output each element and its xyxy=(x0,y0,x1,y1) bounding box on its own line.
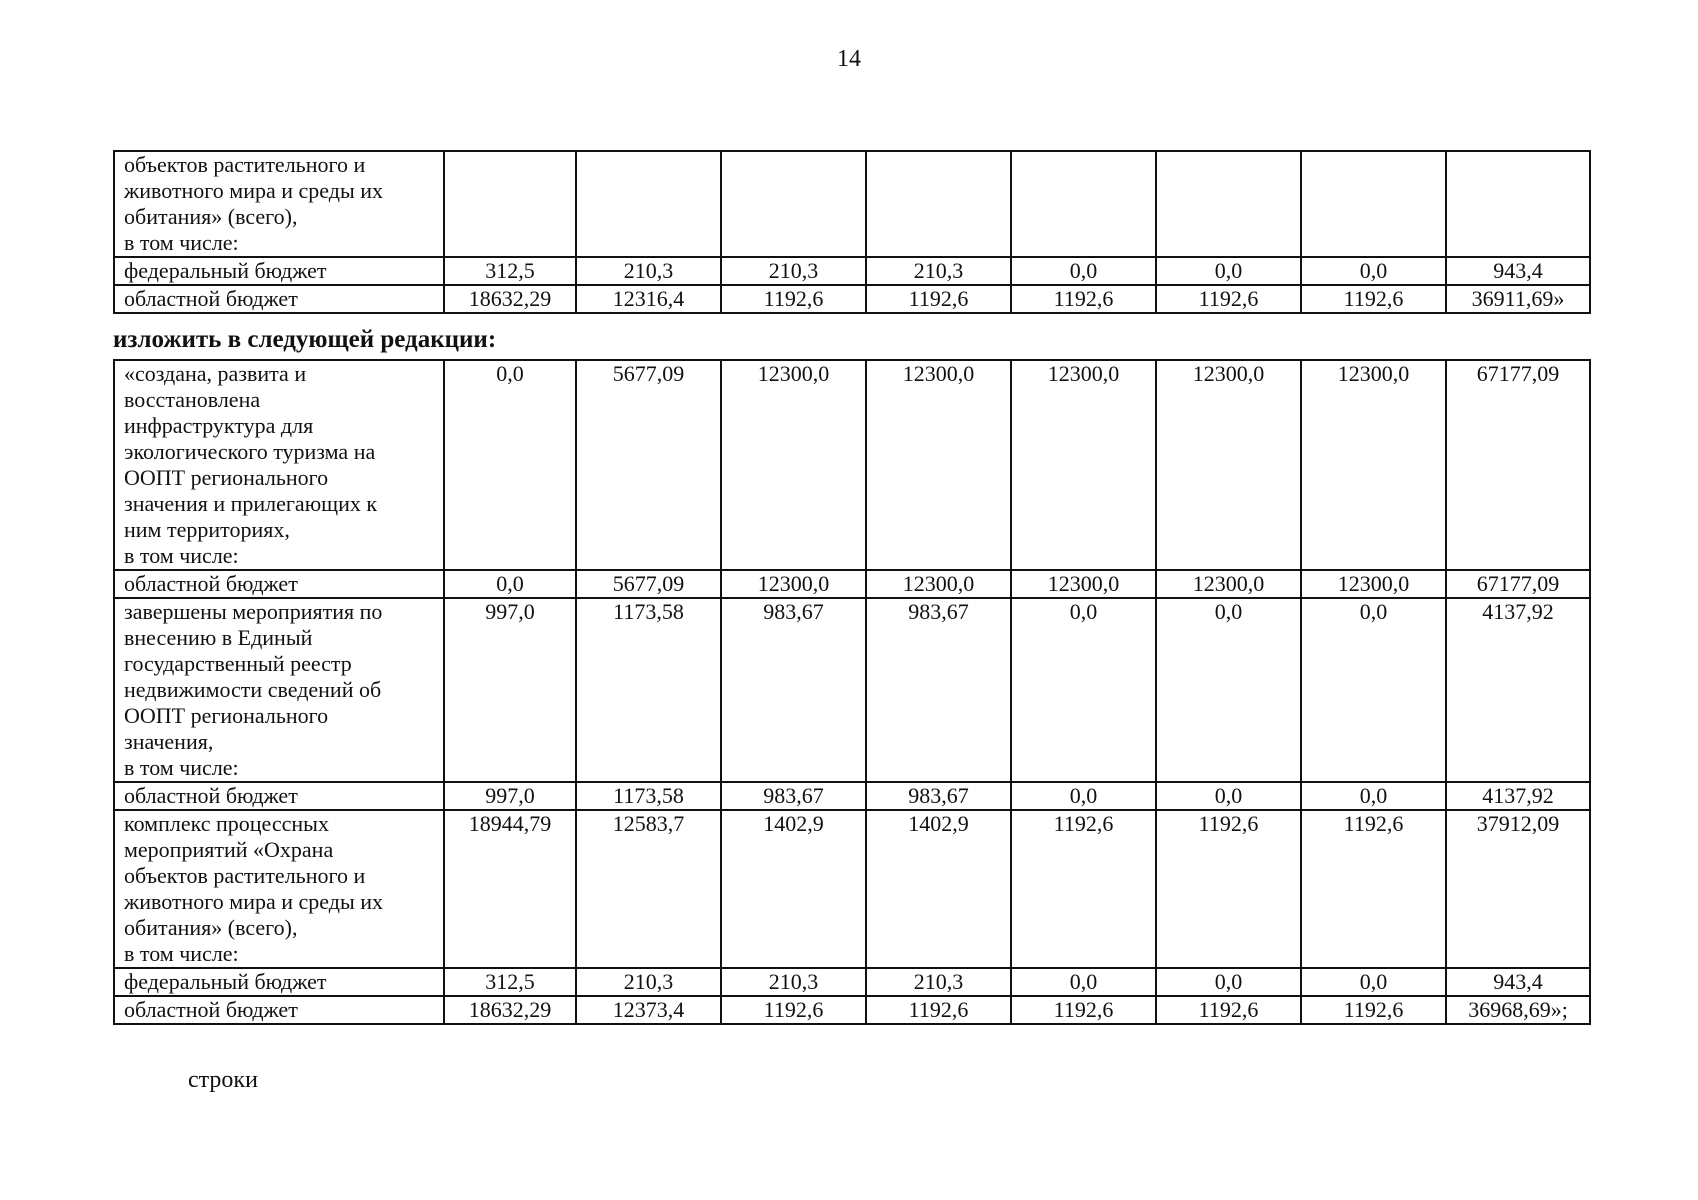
value-cell: 0,0 xyxy=(1156,257,1301,285)
value-cell: 210,3 xyxy=(866,257,1011,285)
row-label-line: недвижимости сведений об xyxy=(124,677,382,702)
value-cell: 0,0 xyxy=(1301,598,1446,782)
row-label-line: федеральный бюджет xyxy=(124,258,327,283)
row-label-line: завершены мероприятия по xyxy=(124,599,383,624)
value-cell xyxy=(444,151,576,257)
value-cell: 0,0 xyxy=(1301,968,1446,996)
value-cell: 1402,9 xyxy=(866,810,1011,968)
row-label xyxy=(114,782,444,810)
value-cell: 983,67 xyxy=(721,598,866,782)
row-label xyxy=(114,151,444,257)
value-cell xyxy=(721,151,866,257)
row-label-line: в том числе: xyxy=(124,230,239,255)
budget-table-old xyxy=(113,150,1591,314)
row-label xyxy=(114,285,444,313)
value-cell: 1192,6 xyxy=(721,996,866,1024)
value-cell: 67177,09 xyxy=(1446,360,1590,570)
value-cell: 210,3 xyxy=(866,968,1011,996)
value-cell: 12300,0 xyxy=(721,570,866,598)
value-cell: 18632,29 xyxy=(444,996,576,1024)
table-row xyxy=(114,360,1590,570)
row-label-line: комплекс процессных xyxy=(124,811,329,836)
row-label-line: федеральный бюджет xyxy=(124,969,327,994)
row-label-line: экологического туризма на xyxy=(124,439,376,464)
value-cell: 0,0 xyxy=(1011,782,1156,810)
value-cell: 1402,9 xyxy=(721,810,866,968)
row-label-line: значения, xyxy=(124,729,214,754)
value-cell: 12300,0 xyxy=(1156,570,1301,598)
value-cell: 1192,6 xyxy=(866,996,1011,1024)
row-label xyxy=(114,257,444,285)
row-label-line: инфраструктура для xyxy=(124,413,314,438)
row-label-line: в том числе: xyxy=(124,543,239,568)
page-number: 14 xyxy=(837,46,861,72)
value-cell: 12300,0 xyxy=(866,360,1011,570)
row-label-line: мероприятий «Охрана xyxy=(124,837,334,862)
row-label xyxy=(114,360,444,570)
value-cell xyxy=(1301,151,1446,257)
value-cell: 1192,6 xyxy=(1301,285,1446,313)
value-cell: 12316,4 xyxy=(576,285,721,313)
table-row xyxy=(114,996,1590,1024)
value-cell: 312,5 xyxy=(444,968,576,996)
value-cell: 12300,0 xyxy=(721,360,866,570)
value-cell: 0,0 xyxy=(1156,968,1301,996)
value-cell: 37912,09 xyxy=(1446,810,1590,968)
value-cell: 210,3 xyxy=(721,968,866,996)
value-cell: 0,0 xyxy=(1011,257,1156,285)
value-cell: 0,0 xyxy=(444,360,576,570)
row-label-line: областной бюджет xyxy=(124,997,298,1022)
value-cell: 12583,7 xyxy=(576,810,721,968)
value-cell: 210,3 xyxy=(721,257,866,285)
row-label-line: внесению в Единый xyxy=(124,625,313,650)
table-row xyxy=(114,285,1590,313)
row-label xyxy=(114,968,444,996)
row-label-line: государственный реестр xyxy=(124,651,352,676)
value-cell: 1192,6 xyxy=(1011,810,1156,968)
value-cell: 997,0 xyxy=(444,782,576,810)
table-row xyxy=(114,782,1590,810)
table-row xyxy=(114,968,1590,996)
value-cell: 0,0 xyxy=(1156,598,1301,782)
row-label-line: обитания» (всего), xyxy=(124,204,298,229)
table-row xyxy=(114,598,1590,782)
value-cell: 1192,6 xyxy=(1011,996,1156,1024)
value-cell: 997,0 xyxy=(444,598,576,782)
value-cell: 36968,69»; xyxy=(1446,996,1590,1024)
table-row xyxy=(114,810,1590,968)
value-cell: 36911,69» xyxy=(1446,285,1590,313)
value-cell: 0,0 xyxy=(1011,598,1156,782)
row-label-line: ООПТ регионального xyxy=(124,703,329,728)
value-cell: 12373,4 xyxy=(576,996,721,1024)
value-cell: 983,67 xyxy=(866,598,1011,782)
value-cell: 12300,0 xyxy=(1301,570,1446,598)
value-cell: 943,4 xyxy=(1446,968,1590,996)
budget-table-new xyxy=(113,359,1591,1025)
value-cell: 0,0 xyxy=(1011,968,1156,996)
row-label xyxy=(114,996,444,1024)
row-label-line: в том числе: xyxy=(124,941,239,966)
row-label-line: областной бюджет xyxy=(124,571,298,596)
value-cell: 1192,6 xyxy=(1156,285,1301,313)
row-label-line: восстановлена xyxy=(124,387,261,412)
value-cell: 0,0 xyxy=(1301,782,1446,810)
row-label-line: обитания» (всего), xyxy=(124,915,298,940)
value-cell: 210,3 xyxy=(576,968,721,996)
row-label xyxy=(114,570,444,598)
value-cell: 1173,58 xyxy=(576,782,721,810)
row-label xyxy=(114,810,444,968)
row-label-line: областной бюджет xyxy=(124,783,298,808)
trailing-text: строки xyxy=(188,1067,258,1093)
value-cell: 1192,6 xyxy=(866,285,1011,313)
row-label-line: ним территориях, xyxy=(124,517,290,542)
value-cell: 0,0 xyxy=(1301,257,1446,285)
value-cell: 1192,6 xyxy=(1156,810,1301,968)
value-cell: 1192,6 xyxy=(721,285,866,313)
value-cell: 943,4 xyxy=(1446,257,1590,285)
section-heading: изложить в следующей редакции: xyxy=(113,326,497,353)
value-cell: 1192,6 xyxy=(1011,285,1156,313)
value-cell: 0,0 xyxy=(444,570,576,598)
value-cell: 983,67 xyxy=(721,782,866,810)
table-row xyxy=(114,151,1590,257)
value-cell: 5677,09 xyxy=(576,360,721,570)
row-label-line: в том числе: xyxy=(124,755,239,780)
row-label-line: ООПТ регионального xyxy=(124,465,329,490)
value-cell: 12300,0 xyxy=(1156,360,1301,570)
value-cell: 1192,6 xyxy=(1301,996,1446,1024)
value-cell: 1173,58 xyxy=(576,598,721,782)
value-cell: 18944,79 xyxy=(444,810,576,968)
value-cell: 67177,09 xyxy=(1446,570,1590,598)
row-label-line: объектов растительного и xyxy=(124,863,366,888)
value-cell xyxy=(1156,151,1301,257)
value-cell: 12300,0 xyxy=(1011,570,1156,598)
row-label-line: животного мира и среды их xyxy=(124,178,384,203)
row-label-line: животного мира и среды их xyxy=(124,889,384,914)
value-cell: 983,67 xyxy=(866,782,1011,810)
value-cell: 12300,0 xyxy=(1301,360,1446,570)
value-cell: 4137,92 xyxy=(1446,782,1590,810)
value-cell: 1192,6 xyxy=(1301,810,1446,968)
value-cell xyxy=(576,151,721,257)
value-cell xyxy=(1011,151,1156,257)
row-label xyxy=(114,598,444,782)
value-cell: 210,3 xyxy=(576,257,721,285)
value-cell: 5677,09 xyxy=(576,570,721,598)
value-cell: 312,5 xyxy=(444,257,576,285)
row-label-line: значения и прилегающих к xyxy=(124,491,378,516)
value-cell xyxy=(866,151,1011,257)
row-label-line: объектов растительного и xyxy=(124,152,366,177)
row-label-line: областной бюджет xyxy=(124,286,298,311)
value-cell: 12300,0 xyxy=(1011,360,1156,570)
value-cell: 18632,29 xyxy=(444,285,576,313)
table-row xyxy=(114,570,1590,598)
table-row xyxy=(114,257,1590,285)
value-cell: 1192,6 xyxy=(1156,996,1301,1024)
value-cell xyxy=(1446,151,1590,257)
row-label-line: «создана, развита и xyxy=(124,361,307,386)
value-cell: 12300,0 xyxy=(866,570,1011,598)
value-cell: 4137,92 xyxy=(1446,598,1590,782)
value-cell: 0,0 xyxy=(1156,782,1301,810)
